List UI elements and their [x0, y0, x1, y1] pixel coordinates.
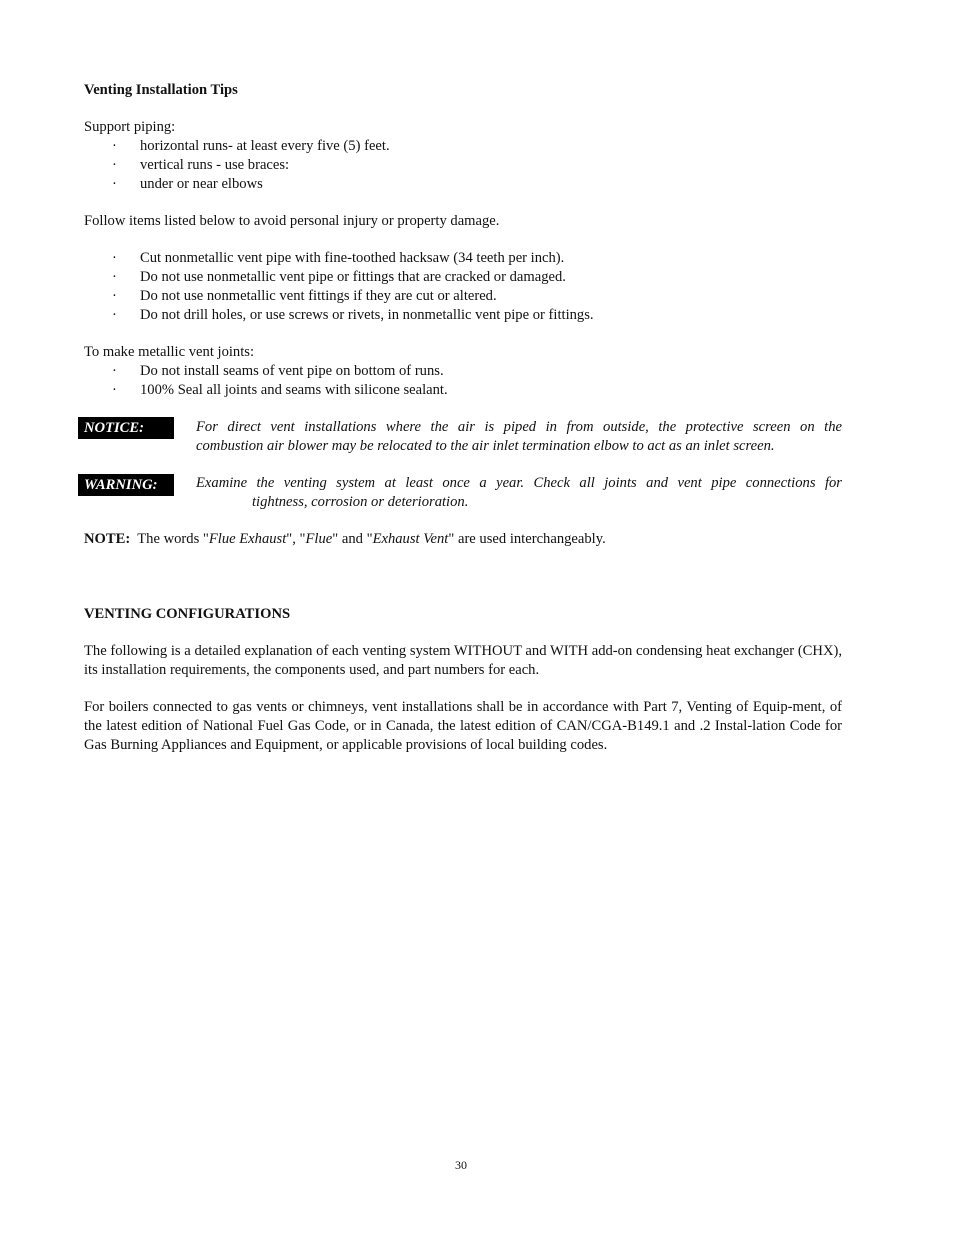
notice-line-2: combustion air blower may be relocated to the air inlet termination elbow to act as an inlet screen.	[196, 438, 775, 454]
notice-callout	[84, 417, 842, 457]
notice-label: NOTICE:	[78, 417, 174, 439]
support-list	[84, 137, 842, 194]
list-item: · horizontal runs- at least every five (5) feet.	[112, 138, 390, 154]
warning-callout	[84, 473, 842, 513]
note-label: NOTE:	[84, 531, 131, 547]
configs-heading: VENTING CONFIGURATIONS	[84, 606, 291, 622]
note-paragraph: NOTE: The words "Flue Exhaust", "Flue" and "Exhaust Vent" are used interchangeably.	[84, 531, 606, 547]
term-flue-exhaust: Flue Exhaust	[208, 531, 287, 547]
list-item: · Do not use nonmetallic vent fittings if they are cut or altered.	[112, 288, 497, 304]
metal-intro: To make metallic vent joints:	[84, 344, 255, 360]
configs-paragraph-2: For boilers connected to gas vents or chimneys, vent installations shall be in accordance with Part 7, Venting of Equip-ment, of the latest edition of National Fuel Gas Code, or in Canada, the latest edition of CAN/CGA-B149.1 and .2 Instal-lation Code for Gas Burning Appliances and Equipment, or applicable provisions of local building codes.	[84, 699, 842, 753]
warning-label: WARNING:	[78, 474, 174, 496]
notice-line-1: For direct vent installations where the air is piped in from outside, the protective screen on the	[196, 419, 842, 435]
list-item: · Do not drill holes, or use screws or rivets, in nonmetallic vent pipe or fittings.	[112, 307, 594, 323]
configs-paragraph-1: The following is a detailed explanation of each venting system WITHOUT and WITH add-on condensing heat exchanger (CHX), its installation requirements, the components used, and part numbers for each.	[84, 643, 842, 678]
list-item: · 100% Seal all joints and seams with silicone sealant.	[112, 382, 448, 398]
follow-list	[84, 249, 842, 325]
list-item: · vertical runs - use braces:	[112, 157, 290, 173]
warning-line-2: tightness, corrosion or deterioration.	[252, 494, 469, 510]
page-number: 30	[455, 1158, 467, 1172]
warning-line-1: Examine the venting system at least once a year. Check all joints and vent pipe connections for	[196, 475, 842, 491]
list-item: · under or near elbows	[112, 176, 263, 192]
follow-intro: Follow items listed below to avoid personal injury or property damage.	[84, 213, 500, 229]
list-item: · Do not use nonmetallic vent pipe or fittings that are cracked or damaged.	[112, 269, 566, 285]
list-item: · Do not install seams of vent pipe on bottom of runs.	[112, 363, 444, 379]
term-flue: Flue	[305, 531, 333, 547]
list-item: · Cut nonmetallic vent pipe with fine-toothed hacksaw (34 teeth per inch).	[112, 250, 565, 266]
support-intro: Support piping:	[84, 119, 176, 135]
metal-list	[84, 362, 842, 400]
term-exhaust-vent: Exhaust Vent	[372, 531, 449, 547]
tips-heading: Venting Installation Tips	[84, 82, 238, 98]
